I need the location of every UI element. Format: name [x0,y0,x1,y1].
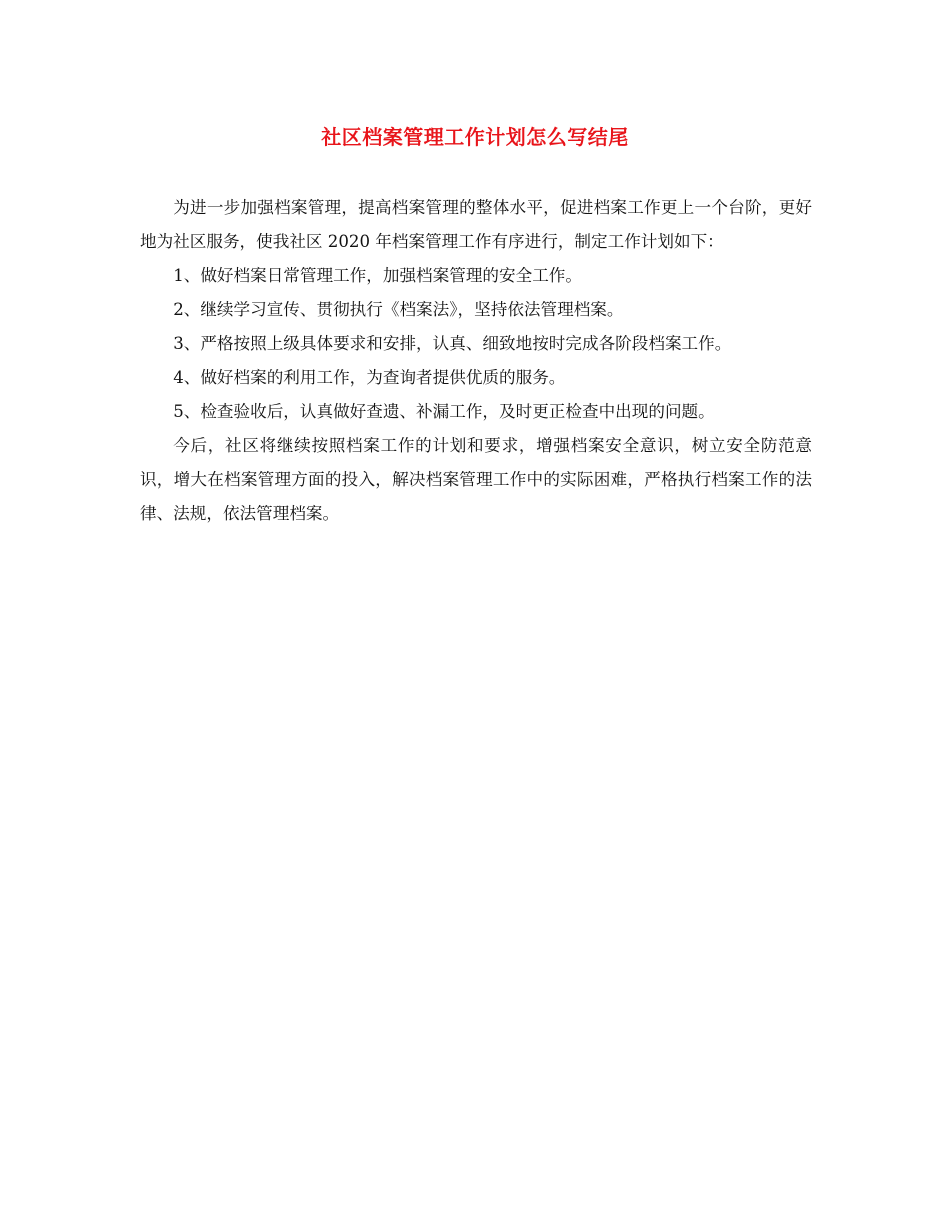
plan-item-4: 4、做好档案的利用工作，为查询者提供优质的服务。 [173,368,566,387]
document-title: 社区档案管理工作计划怎么写结尾 [321,125,629,149]
intro-paragraph: 为进一步加强档案管理，提高档案管理的整体水平，促进档案工作更上一个台阶，更好地为社区服务，使我社区 2020 年档案管理工作有序进行，制定工作计划如下： [140,198,812,251]
plan-item-1: 1、做好档案日常管理工作，加强档案管理的安全工作。 [173,266,582,285]
plan-item-2: 2、继续学习宣传、贯彻执行《档案法》，坚持依法管理档案。 [173,300,624,319]
plan-item-5: 5、检查验收后，认真做好查遗、补漏工作，及时更正检查中出现的问题。 [173,402,715,421]
document-body [140,191,812,531]
closing-paragraph: 今后，社区将继续按照档案工作的计划和要求，增强档案安全意识，树立安全防范意识，增大在档案管理方面的投入，解决档案管理工作中的实际困难，严格执行档案工作的法律、法规，依法管理档案。 [140,436,812,523]
plan-item-3: 3、严格按照上级具体要求和安排，认真、细致地按时完成各阶段档案工作。 [173,334,732,353]
